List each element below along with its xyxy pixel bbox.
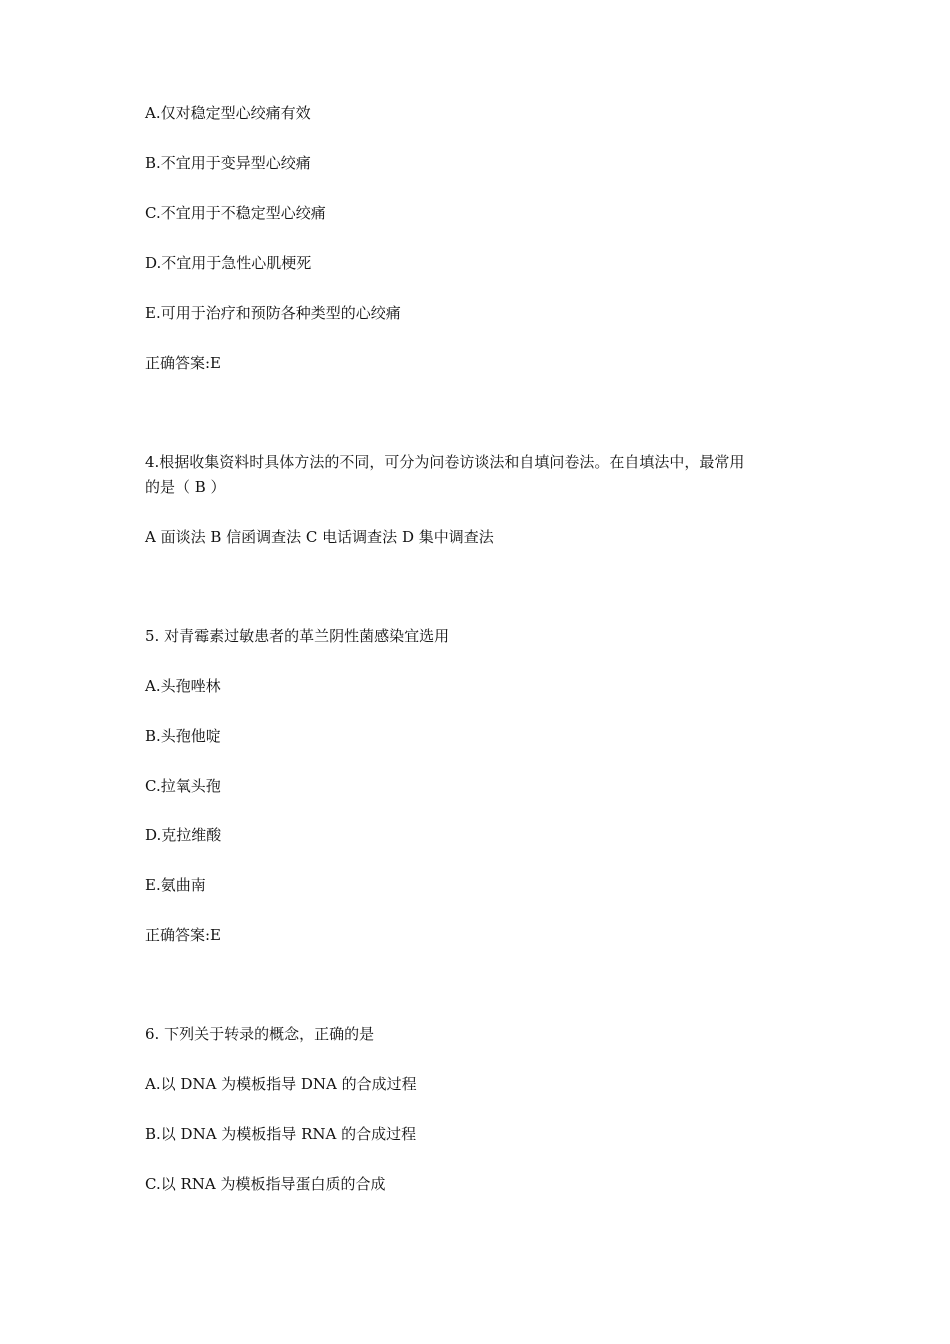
q5-option-c: C.拉氧头孢: [145, 777, 221, 795]
q5-option-e: E.氨曲南: [145, 876, 206, 894]
q3-option-d: D.不宜用于急性心肌梗死: [145, 254, 312, 272]
q3-answer: 正确答案:E: [145, 354, 222, 372]
q3-option-e: E.可用于治疗和预防各种类型的心绞痛: [145, 304, 401, 322]
q5-stem: 5. 对青霉素过敏患者的革兰阴性菌感染宜选用: [145, 627, 450, 645]
q6-stem: 6. 下列关于转录的概念，正确的是: [145, 1025, 375, 1043]
q5-answer: 正确答案:E: [145, 926, 222, 944]
q3-option-b: B.不宜用于变异型心绞痛: [145, 154, 311, 172]
q3-option-a: A.仅对稳定型心绞痛有效: [145, 104, 311, 122]
q4-stem-line-1: 4.根据收集资料时具体方法的不同，可分为问卷访谈法和自填问卷法。在自填法中，最常用: [145, 453, 745, 471]
q6-option-b: B.以 DNA 为模板指导 RNA 的合成过程: [145, 1125, 417, 1143]
q5-option-a: A.头孢唑林: [145, 677, 221, 695]
q5-option-b: B.头孢他啶: [145, 727, 221, 745]
q4-options: A 面谈法 B 信函调查法 C 电话调查法 D 集中调查法: [145, 528, 494, 546]
q3-option-c: C.不宜用于不稳定型心绞痛: [145, 204, 326, 222]
q6-option-a: A.以 DNA 为模板指导 DNA 的合成过程: [145, 1075, 417, 1093]
q4-stem-line-2: 的是（ B ）: [145, 478, 226, 496]
q6-option-c: C.以 RNA 为模板指导蛋白质的合成: [145, 1175, 386, 1193]
q5-option-d: D.克拉维酸: [145, 826, 222, 844]
